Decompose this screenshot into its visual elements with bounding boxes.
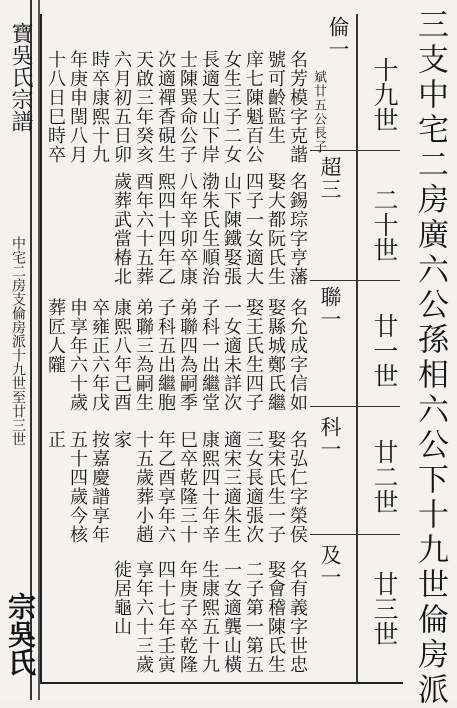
person-21-line: 弟聯四為嗣季 <box>177 298 198 412</box>
person-22-line: 家 <box>111 430 132 449</box>
gen-divider <box>356 150 400 151</box>
person-22-line: 適宋三適朱生 <box>221 430 242 544</box>
person-22-line: 正 <box>45 430 66 449</box>
person-22-line: 年乙酉享年六 <box>155 430 176 544</box>
person-21-line: 娶縣城鄭氏繼 <box>265 298 286 412</box>
spine-title: 寶吳氏宗譜 <box>8 22 33 132</box>
person-23-name: 及一 <box>318 544 342 588</box>
person-21-line: 葬匠人隴 <box>45 298 66 374</box>
person-23-line: 年庚子卒乾隆 <box>177 560 198 674</box>
person-19-line: 號可齡監生 <box>265 50 286 145</box>
person-19-line: 次適禪香硯生 <box>155 50 176 164</box>
person-23-line: 娶會稽陳氏生 <box>265 560 286 674</box>
person-22-name: 科一 <box>318 416 342 460</box>
person-20-line: 八年辛卯卒康 <box>177 172 198 286</box>
person-20-line: 娶大都阮氏生 <box>265 172 286 286</box>
person-23-line: 二子第一第五 <box>243 560 264 674</box>
person-20-line: 渤朱氏生順治 <box>199 172 220 286</box>
person-20-line: 山下陳鐵娶張 <box>221 172 242 286</box>
person-19-line: 年庚申閏八月 <box>67 50 88 164</box>
person-21-line: 子科五出繼胞 <box>155 298 176 412</box>
gen-20-label: 二十世 <box>370 186 399 262</box>
person-22-line: 巳卒乾隆三十 <box>177 430 198 544</box>
page-title: 三支中宅二房廣六公孫相六公下十九世倫房派 <box>412 8 448 708</box>
gen-column-rule <box>356 14 358 682</box>
person-19-line: 士陳巽命公子 <box>177 50 198 164</box>
person-19-name: 倫一 <box>326 16 350 60</box>
person-22-line: 按嘉慶譜享年 <box>89 430 110 544</box>
gen-divider <box>310 406 356 407</box>
person-19-line: 女生三子二女 <box>221 50 242 164</box>
person-19-line: 庠七陳魁百公 <box>243 50 264 164</box>
person-20-line: 名錫琮字亨藩 <box>287 172 308 286</box>
person-20-name: 超三 <box>318 156 342 200</box>
person-23-line: 一女適龔山橫 <box>221 560 242 674</box>
gen-23-label: 廿三世 <box>370 570 399 646</box>
person-19-line: 天啟三年癸亥 <box>133 50 154 164</box>
gen-22-label: 廿二世 <box>370 438 399 514</box>
gen-divider <box>310 534 356 535</box>
person-19-note: 斌廿五公長子 <box>311 70 326 154</box>
book-spine <box>0 0 40 700</box>
person-21-line: 康熙八年己酉 <box>111 298 132 412</box>
person-21-line: 一女適未詳次 <box>221 298 242 412</box>
person-19-line: 長適大山下岸 <box>199 50 220 164</box>
gen-divider <box>356 534 400 535</box>
person-21-name: 聯一 <box>318 286 342 330</box>
person-23-line: 四十七年壬寅 <box>155 560 176 674</box>
person-22-line: 三女長適張次 <box>243 430 264 544</box>
spine-bottom-title: 宗吳氏 <box>4 592 37 676</box>
person-23-line: 享年六十三歲 <box>133 560 154 674</box>
person-20-line: 歲葬武當椿北 <box>111 172 132 286</box>
person-22-line: 名弘仁字榮侯 <box>287 430 308 544</box>
person-19-line: 六月初五日卯 <box>111 50 132 164</box>
person-23-line: 名有義字世忠 <box>287 560 308 674</box>
spine-subtitle: 中宅二房支倫房派十九世至廿三世 <box>10 236 26 446</box>
person-22-line: 十五歲葬小趙 <box>133 430 154 544</box>
person-20-line: 熙四十四年乙 <box>155 172 176 286</box>
person-21-line: 弟聯三為嗣生 <box>133 298 154 412</box>
gen-divider <box>356 280 400 281</box>
person-21-line: 娶王氏生四子 <box>243 298 264 412</box>
person-21-line: 子科一出繼堂 <box>199 298 220 412</box>
gen-19-label: 十九世 <box>370 56 399 132</box>
person-23-line: 徙居龜山 <box>111 560 132 636</box>
person-20-line: 酉年六十五葬 <box>133 172 154 286</box>
person-22-line: 康熙四十年辛 <box>199 430 220 544</box>
person-19-line: 時卒康熙十九 <box>89 50 110 164</box>
person-23-line: 生康熙五十九 <box>199 560 220 674</box>
person-21-line: 名允成字信如 <box>287 298 308 412</box>
person-22-line: 五十四歲今核 <box>67 430 88 544</box>
gen-divider <box>310 280 356 281</box>
person-21-line: 申享年六十歲 <box>67 298 88 412</box>
person-20-line: 四子一女適大 <box>243 172 264 286</box>
person-22-line: 娶宋氏生一子 <box>265 430 286 544</box>
person-19-line: 名芳模字克諧 <box>287 50 308 164</box>
person-21-line: 卒雍正六年戊 <box>89 298 110 412</box>
gen-divider <box>356 406 400 407</box>
gen-21-label: 廿一世 <box>370 312 399 388</box>
person-19-line: 十八日巳時卒 <box>45 50 66 164</box>
